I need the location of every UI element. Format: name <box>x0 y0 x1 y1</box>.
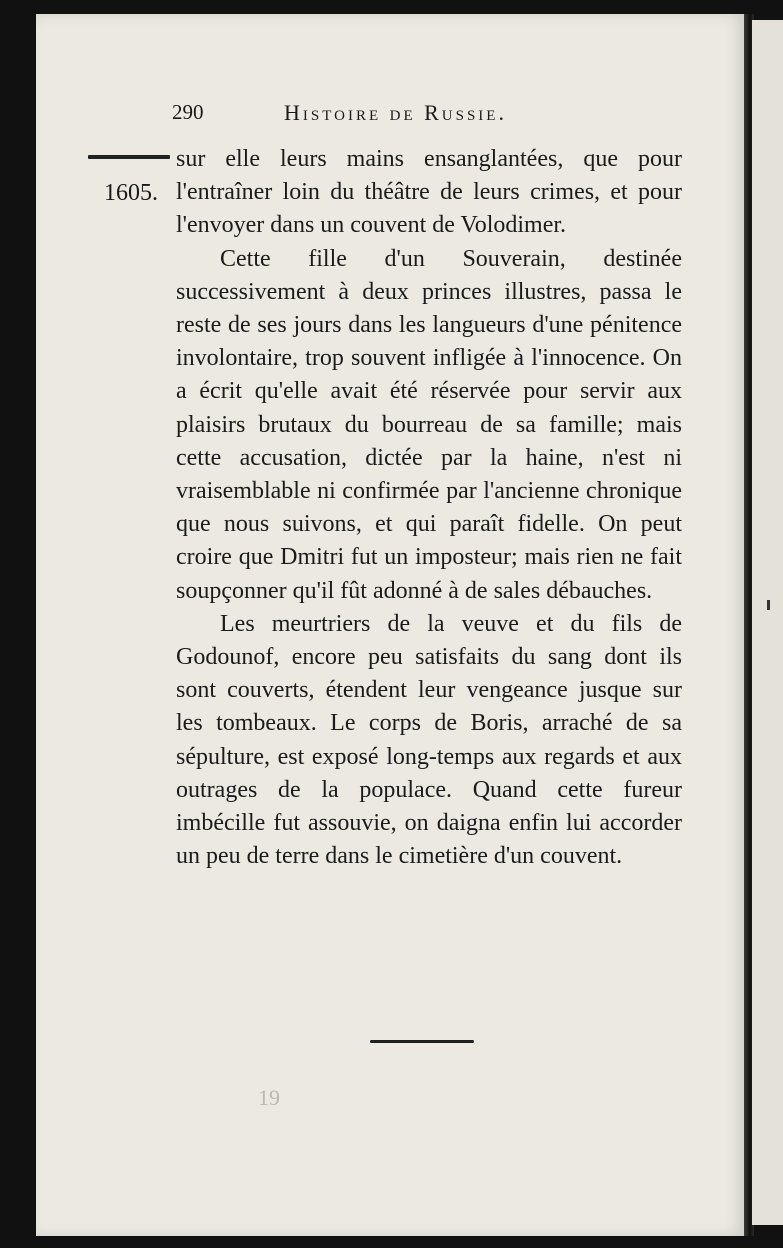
margin-dash <box>88 155 170 159</box>
paragraph-2: Cette fille d'un Souverain, destinée successivement à deux princes illustres, passa le reste de ses jours dans les langueurs d'une pénitence involontaire, trop souvent infligée à l'innocence. On a écrit qu'elle avait été réservée pour servir aux plaisirs brutaux du bourreau de sa famille; mais cette accusation, dictée par la haine, n'est ni vraisemblable ni confirmée par l'ancienne chronique que nous suivons, et qui paraît fidelle. On peut croire que Dmitri fut un imposteur; mais rien ne fait soupçonner qu'il fût adonné à de sales débauches. <box>176 245 682 604</box>
page-fleck <box>767 600 770 610</box>
paragraph-1: sur elle leurs mains ensanglantées, que pour l'entraîner loin du théâtre de leurs crimes, et pour l'envoyer dans un couvent de Volodimer. <box>176 146 682 239</box>
facing-page-edge <box>752 20 783 1225</box>
paragraph-3: Les meurtriers de la veuve et du fils de Godounof, encore peu satisfaits du sang dont ils sont couverts, étendent leur vengeance jusque sur les tombeaux. Le corps de Boris, arraché de sa sépulture, est exposé long-temps aux regards et aux outrages de la populace. Quand cette fureur imbécille fut assouvie, on daigna enfin lui accorder un peu de terre dans le cimetière d'un couvent. <box>176 610 682 870</box>
body-text <box>176 143 682 873</box>
margin-year: 1605. <box>104 180 158 206</box>
running-title: Histoire de Russie. <box>284 100 507 125</box>
signature-mark: 19 <box>258 1085 280 1110</box>
page-number: 290 <box>172 100 204 124</box>
end-rule <box>370 1040 474 1043</box>
